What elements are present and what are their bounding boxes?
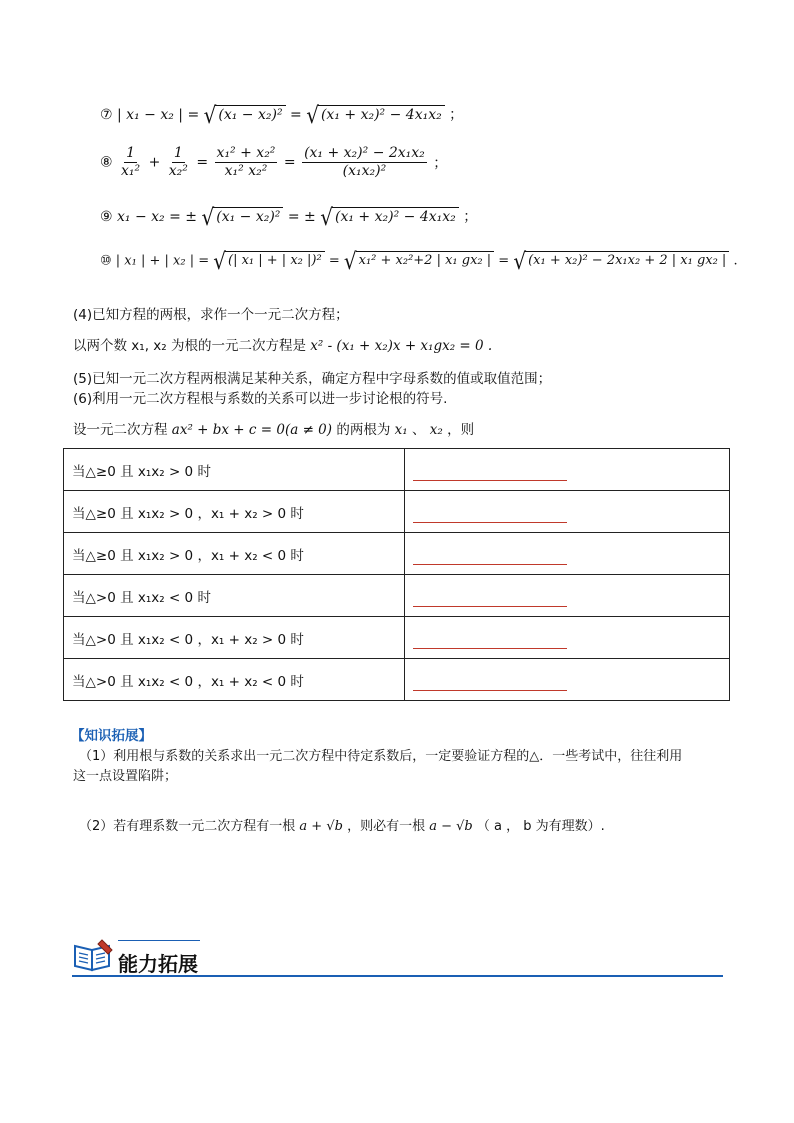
answer-blank[interactable] [413,522,567,523]
paragraph-5: (5)已知一元二次方程两根满足某种关系，确定方程中字母系数的值或取值范围； [73,371,552,387]
formula-10: ⑩ | x₁ | + | x₂ | = √ (| x₁ | + | x₂ |)² = √ x₁² + x₂²+2 | x₁ gx₂ | = √ (x₁ + x₂)² − 2x₁x₂ + 2 | x₁ gx₂ | . [100,247,738,275]
knowledge-label: 【知识拓展】 [71,728,152,744]
section-heading: 能力拓展 [118,952,198,976]
formula-9: ⑨ x₁ − x₂ = ± √ (x₁ − x₂)² = ± √ (x₁ + x₂)² − 4x₁x₂ ； [100,203,478,231]
expression: a + √b [299,819,343,834]
formula-lhs: x₁ − x₂ = ± [117,209,198,225]
condition-cell: 当△>0 且 x₁x₂ < 0 ，x₁ + x₂ > 0 时 [64,617,405,659]
condition-cell: 当△≥0 且 x₁x₂ > 0 ，x₁ + x₂ < 0 时 [64,533,405,575]
paragraph-4: (4)已知方程的两根，求作一个一元二次方程； [73,307,349,323]
answer-blank[interactable] [413,606,567,607]
sqrt-term: √ x₁² + x₂²+2 | x₁ gx₂ | [344,251,494,271]
table-row [64,449,730,491]
equation: ax² + bx + c = 0(a ≠ 0) [171,422,333,438]
equation: x² - (x₁ + x₂)x + x₁gx₂ = 0 . [310,338,493,354]
formula-8: ⑧ $\frac{1}{\text{x₁²}}$ + $\frac{1}{\text{x₂²}}$ = $\frac{\text{x₁² + x₂²}}{\text{x₁² x₂²}}$ = $\frac{\text{(x₁ + x₂)² − 2x₁x₂}}{\text{(x₁x₂)²}}$ ； [100,145,448,179]
sqrt-term: √ (x₁ − x₂)² [201,207,283,227]
setup-line: 设一元二次方程 ax² + bx + c = 0(a ≠ 0) 的两根为 x₁ 、 x₂ ，则 [73,422,475,438]
answer-blank[interactable] [413,648,567,649]
condition-cell: 当△≥0 且 x₁x₂ > 0 ，x₁ + x₂ > 0 时 [64,491,405,533]
table-row [64,659,730,701]
sqrt-term: √ (x₁ + x₂)² − 2x₁x₂ + 2 | x₁ gx₂ | [513,251,729,271]
condition-cell: 当△>0 且 x₁x₂ < 0 ，x₁ + x₂ < 0 时 [64,659,405,701]
fraction: $\frac{1}{\text{x₁²}}$ [121,145,141,179]
knowledge-point-2: （2）若有理系数一元二次方程有一根 a + √b ，则必有一根 a − √b （ a ， b 为有理数）. [79,819,605,834]
heading-top-rule [118,940,200,941]
equals: = ± [287,209,316,225]
answer-cell[interactable] [405,617,730,659]
answer-cell[interactable] [405,449,730,491]
condition-cell: 当△>0 且 x₁x₂ < 0 时 [64,575,405,617]
formula-lhs: | x₁ − x₂ | = [117,107,200,123]
formula-marker: ⑨ [100,209,113,225]
paragraph-4b: 以两个数 x₁, x₂ 为根的一元二次方程是 x² - (x₁ + x₂)x + x₁gx₂ = 0 . [73,338,493,354]
formula-lhs: | x₁ | + | x₂ | = [115,253,210,269]
table-row [64,491,730,533]
formula-marker: ⑩ [100,253,112,269]
equals: = [290,107,302,123]
knowledge-point-1-cont: 这一点设置陷阱； [73,769,178,784]
formula-7: ⑦ | x₁ − x₂ | = √ (x₁ − x₂)² = √ (x₁ + x₂)² − 4x₁x₂ ； [100,101,464,129]
table-row [64,533,730,575]
answer-blank[interactable] [413,564,567,565]
formula-marker: ⑧ [100,154,113,171]
fraction: $\frac{\text{(x₁ + x₂)² − 2x₁x₂}}{\text{(x₁x₂)²}}$ [304,145,425,179]
paragraph-6: (6)利用一元二次方程根与系数的关系可以进一步讨论根的符号. [73,391,448,407]
answer-cell[interactable] [405,533,730,575]
sqrt-term: √ (x₁ + x₂)² − 4x₁x₂ [306,105,445,125]
answer-blank[interactable] [413,480,567,481]
root-sign-table [63,448,730,701]
heading-underline [72,975,723,977]
sqrt-term: √ (x₁ + x₂)² − 4x₁x₂ [320,207,459,227]
table-row [64,575,730,617]
condition-cell: 当△≥0 且 x₁x₂ > 0 时 [64,449,405,491]
expression: a − √b [429,819,473,834]
answer-cell[interactable] [405,575,730,617]
formula-marker: ⑦ [100,107,113,123]
knowledge-point-1: （1）利用根与系数的关系求出一元二次方程中待定系数后，一定要验证方程的△．一些考试中，往往利用 [79,749,683,764]
answer-cell[interactable] [405,659,730,701]
fraction: $\frac{1}{\text{x₂²}}$ [168,145,188,179]
table-row [64,617,730,659]
answer-blank[interactable] [413,690,567,691]
notebook-pen-icon [72,938,114,974]
sqrt-term: √ (x₁ − x₂)² [204,105,286,125]
answer-cell[interactable] [405,491,730,533]
fraction: $\frac{\text{x₁² + x₂²}}{\text{x₁² x₂²}}$ [216,145,276,179]
sqrt-term: √ (| x₁ | + | x₂ |)² [213,251,324,271]
